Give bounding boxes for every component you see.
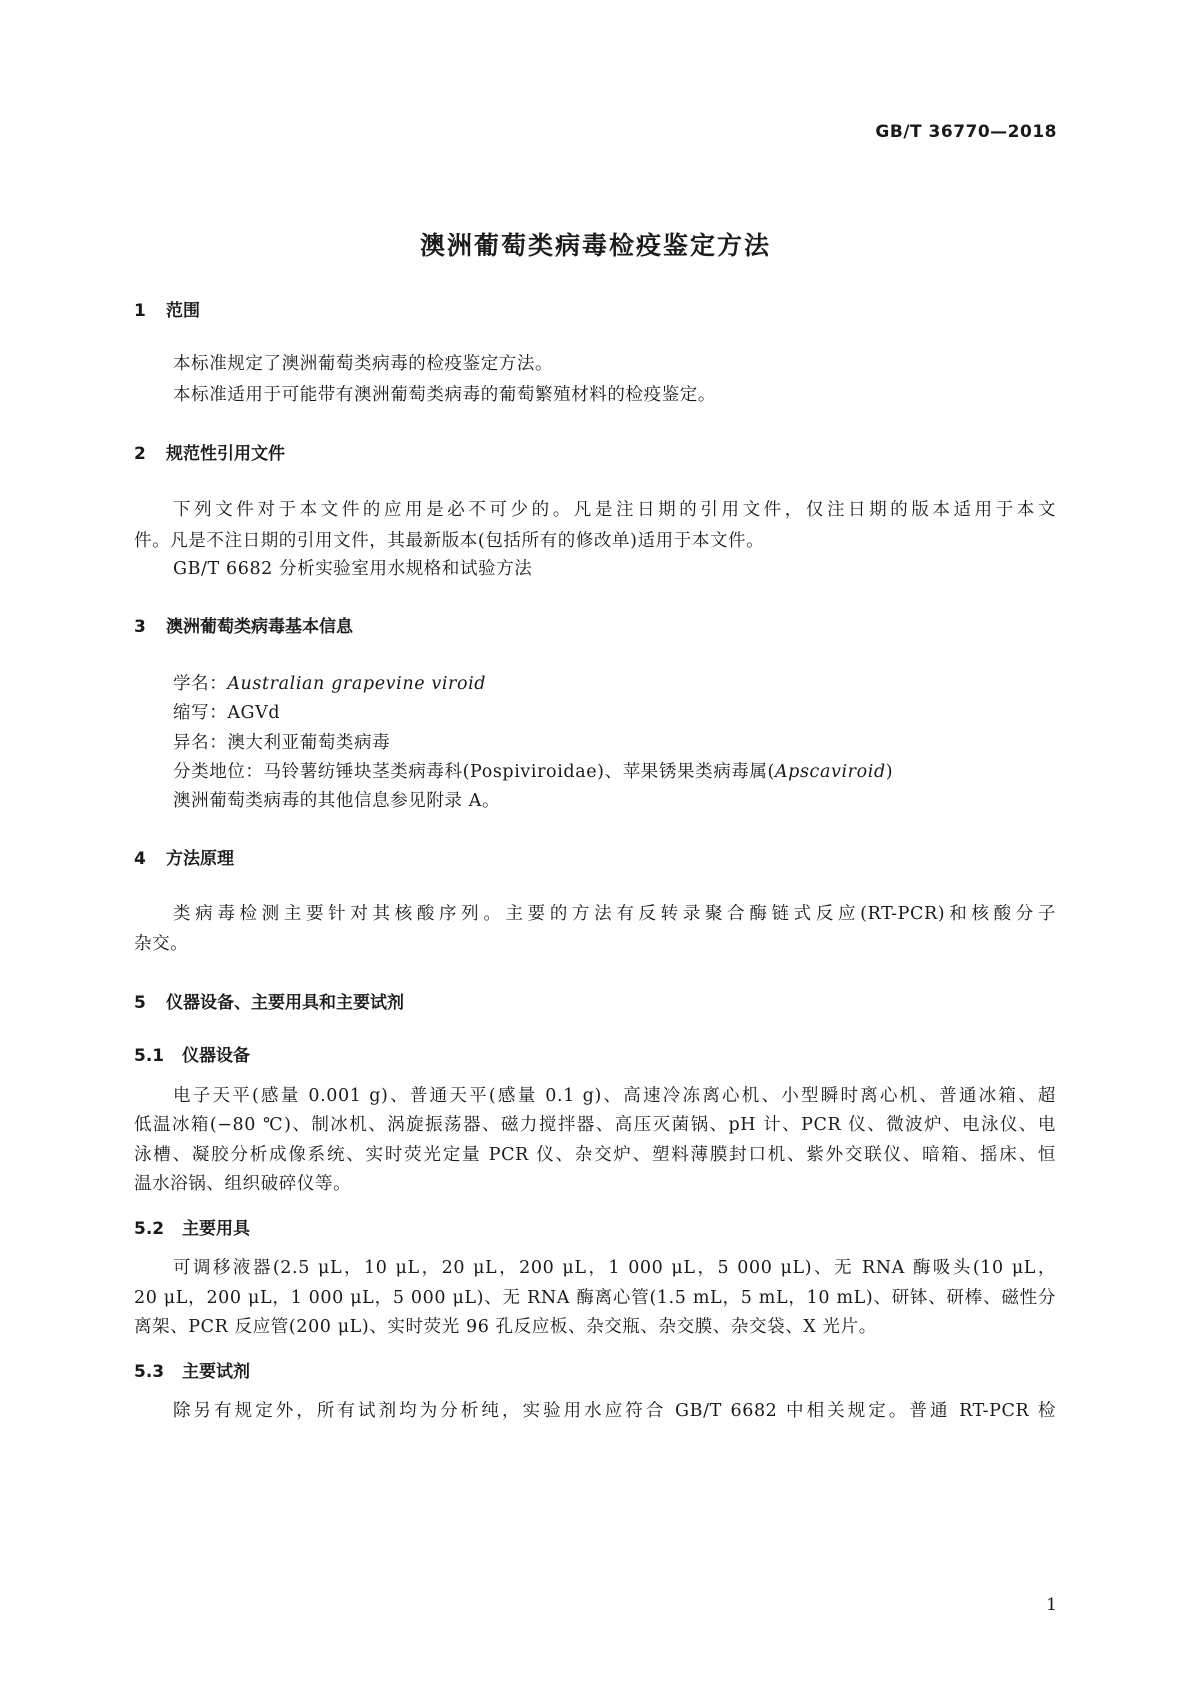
section-title: 仪器设备、主要用具和主要试剂 — [166, 993, 404, 1013]
section-title: 方法原理 — [166, 849, 234, 869]
section-heading-5 — [134, 988, 404, 1013]
taxonomy-end: ) — [885, 762, 894, 782]
paragraph-line: 电子天平(感量 0.001 g)、普通天平(感量 0.1 g)、高速冷冻离心机、小型瞬时离心机、普通冰箱、超 — [173, 1086, 1056, 1106]
abbreviation: AGVd — [227, 703, 281, 723]
document-title: 澳洲葡萄类病毒检疫鉴定方法 — [419, 231, 771, 260]
paragraph-line: 离架、PCR 反应管(200 μL)、实时荧光 96 孔反应板、杂交瓶、杂交膜、杂交袋、X 光片。 — [134, 1317, 877, 1337]
paragraph-line: 泳槽、凝胶分析成像系统、实时荧光定量 PCR 仪、杂交炉、塑料薄膜封口机、紫外交联仪、暗箱、摇床、恒 — [134, 1145, 1056, 1165]
section-number: 3 — [134, 617, 146, 637]
paragraph-line: 本标准规定了澳洲葡萄类病毒的检疫鉴定方法。 — [173, 354, 554, 374]
label: 学名： — [173, 674, 228, 694]
section-title: 澳洲葡萄类病毒基本信息 — [166, 617, 353, 637]
section-number: 5.3 — [134, 1362, 165, 1382]
synonym: 澳大利亚葡萄类病毒 — [227, 733, 391, 753]
taxonomy-line — [173, 758, 893, 783]
synonym-line — [173, 729, 390, 754]
section-heading-4 — [134, 844, 234, 869]
reference-code: GB/T 6682 — [173, 559, 273, 579]
label: 异名： — [173, 733, 228, 753]
paragraph-line: 低温冰箱(−80 ℃)、制冰机、涡旋振荡器、磁力搅拌器、高压灭菌锅、pH 计、PCR 仪、微波炉、电泳仪、电 — [134, 1115, 1056, 1135]
paragraph-line: 下列文件对于本文件的应用是必不可少的。凡是注日期的引用文件，仅注日期的版本适用于本文 — [173, 500, 1056, 520]
subsection-heading-5-3 — [134, 1357, 250, 1382]
section-number: 5.2 — [134, 1219, 165, 1239]
document-code: GB/T 36770—2018 — [875, 122, 1057, 142]
scientific-name: Australian grapevine viroid — [227, 674, 487, 694]
genus-name: Apscaviroid — [774, 762, 886, 782]
section-number: 5.1 — [134, 1046, 165, 1066]
paragraph-line: 除另有规定外，所有试剂均为分析纯，实验用水应符合 GB/T 6682 中相关规定。普通 RT-PCR 检 — [173, 1401, 1056, 1421]
section-title: 主要用具 — [182, 1219, 250, 1239]
paragraph-line: 可调移液器(2.5 μL，10 μL，20 μL，200 μL，1 000 μL，5 000 μL)、无 RNA 酶吸头(10 μL， — [173, 1258, 1056, 1278]
section-heading-1 — [134, 296, 200, 321]
paragraph-line: 杂交。 — [134, 934, 189, 954]
taxonomy-text: 分类地位：马铃薯纺锤块茎类病毒科(Pospiviroidae)、苹果锈果类病毒属( — [173, 762, 775, 782]
paragraph-line: 温水浴锅、组织破碎仪等。 — [134, 1174, 352, 1194]
paragraph-line: 类病毒检测主要针对其核酸序列。主要的方法有反转录聚合酶链式反应(RT-PCR)和核酸分子 — [173, 904, 1056, 924]
reference-title: 分析实验室用水规格和试验方法 — [279, 559, 533, 579]
section-number: 4 — [134, 849, 146, 869]
abbreviation-line — [173, 699, 280, 724]
paragraph-line: 20 μL，200 μL，1 000 μL，5 000 μL)、无 RNA 酶离心管(1.5 mL，5 mL，10 mL)、研钵、研棒、磁性分 — [134, 1288, 1056, 1308]
section-number: 1 — [134, 301, 146, 321]
page-number: 1 — [1046, 1595, 1057, 1615]
section-title: 范围 — [166, 301, 200, 321]
paragraph-line: 本标准适用于可能带有澳洲葡萄类病毒的葡萄繁殖材料的检疫鉴定。 — [173, 385, 716, 405]
reference-entry — [173, 555, 532, 580]
subsection-heading-5-1 — [134, 1041, 250, 1066]
paragraph-line: 件。凡是不注日期的引用文件，其最新版本(包括所有的修改单)适用于本文件。 — [134, 531, 765, 551]
scientific-name-line — [173, 670, 486, 695]
section-heading-2 — [134, 439, 285, 464]
section-heading-3 — [134, 612, 353, 637]
subsection-heading-5-2 — [134, 1214, 250, 1239]
section-title: 规范性引用文件 — [166, 444, 285, 464]
paragraph-line: 澳洲葡萄类病毒的其他信息参见附录 A。 — [173, 791, 501, 811]
section-title: 仪器设备 — [182, 1046, 250, 1066]
label: 缩写： — [173, 703, 228, 723]
section-number: 5 — [134, 993, 146, 1013]
section-number: 2 — [134, 444, 146, 464]
section-title: 主要试剂 — [182, 1362, 250, 1382]
